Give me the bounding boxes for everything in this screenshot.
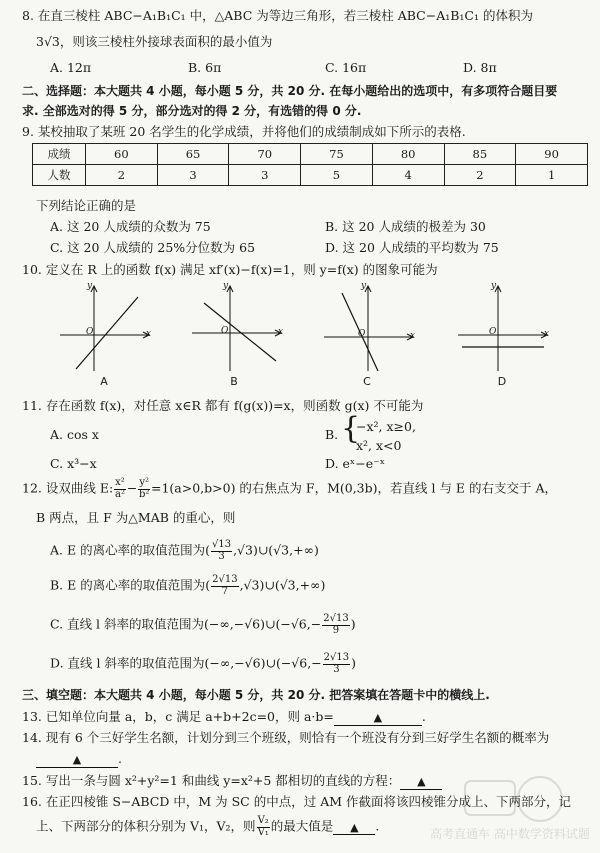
q9-option-d: D. 这 20 人成绩的平均数为 75 bbox=[325, 240, 499, 255]
q10-c-origin: O bbox=[358, 329, 366, 339]
q8-option-a: A. 12π bbox=[50, 60, 92, 75]
table-cell: 85 bbox=[444, 144, 516, 165]
q11-option-b-prefix: B. bbox=[325, 427, 339, 442]
q12-frac-x: $\frac{\text{x²}}{\text{a²}}$ bbox=[115, 477, 125, 500]
section3-heading: 三、填空题：本大题共 4 小题，每小题 5 分，共 20 分. 把答案填在答题卡中的横线上. bbox=[22, 688, 490, 702]
q10-b-origin: O bbox=[221, 326, 229, 336]
q10-c-axis-x: x bbox=[410, 331, 416, 341]
q10-graph-c bbox=[322, 283, 418, 375]
table-row-label: 成绩 bbox=[33, 144, 86, 165]
q10-label-b: B bbox=[230, 375, 238, 388]
table-cell: 70 bbox=[229, 144, 301, 165]
q9-stem: 9. 某校抽取了某班 20 名学生的化学成绩，并将他们的成绩制成如下所示的表格. bbox=[22, 124, 466, 139]
q10-d-origin: O bbox=[489, 327, 497, 337]
q11-stem: 11. 存在函数 f(x)，对任意 x∈R 都有 f(g(x))=x，则函数 g(x) 不可能为 bbox=[22, 398, 424, 413]
q14-line2: ▲ . bbox=[36, 751, 122, 768]
q10-d-axis-y: y bbox=[491, 281, 497, 291]
q14-line1: 14. 现有 6 个三好学生名额，计划分到三个班级，则恰有一个班没有分到三好学生名额的概率为 bbox=[22, 730, 550, 745]
q8-option-d: D. 8π bbox=[463, 60, 497, 75]
table-cell: 3 bbox=[229, 165, 301, 186]
q10-c-axis-y: y bbox=[361, 281, 367, 291]
q12-option-b: B. E 的离心率的取值范围为( $\frac{2√13}{7}$ ,√3)∪(√3,+∞) bbox=[50, 574, 326, 597]
q11-option-c: C. x³−x bbox=[50, 456, 97, 471]
q8-option-b: B. 6π bbox=[188, 60, 222, 75]
table-cell: 5 bbox=[301, 165, 373, 186]
table-cell: 2 bbox=[86, 165, 158, 186]
q11-option-b-brace: { bbox=[341, 411, 361, 446]
table-cell: 65 bbox=[157, 144, 229, 165]
q16-answer-blank[interactable]: ▲ bbox=[333, 819, 375, 836]
q12-stem-line2: B 两点，且 F 为△MAB 的重心，则 bbox=[36, 510, 236, 525]
q10-d-axis-x: x bbox=[544, 329, 550, 339]
q12-stem-pre: 12. 设双曲线 E: bbox=[22, 480, 114, 496]
q10-a-axis-x: x bbox=[146, 329, 152, 339]
q12-option-a: A. E 的离心率的取值范围为( $\frac{√13}{3}$ ,√3)∪(√3,+∞) bbox=[50, 539, 319, 562]
table-cell: 80 bbox=[372, 144, 444, 165]
q10-label-c: C bbox=[363, 375, 371, 388]
table-cell: 60 bbox=[86, 144, 158, 165]
q8-stem-line1: 8. 在直三棱柱 ABC−A₁B₁C₁ 中，△ABC 为等边三角形，若三棱柱 ABC−A₁B₁C₁ 的体积为 bbox=[22, 8, 533, 23]
table-row bbox=[33, 165, 588, 186]
q11-option-a: A. cos x bbox=[50, 427, 99, 442]
table-cell: 90 bbox=[516, 144, 588, 165]
q11-option-b-case1: −x², x≥0, bbox=[356, 419, 416, 434]
q10-graph-b bbox=[190, 283, 286, 375]
q11-option-d: D. eˣ−e⁻ˣ bbox=[325, 456, 385, 471]
q10-graph-d bbox=[456, 283, 552, 375]
table-cell: 75 bbox=[301, 144, 373, 165]
table-cell: 2 bbox=[444, 165, 516, 186]
watermark bbox=[370, 771, 600, 849]
table-row bbox=[33, 144, 588, 165]
q9-option-b: B. 这 20 人成绩的极差为 30 bbox=[325, 219, 486, 234]
q9-score-table bbox=[32, 143, 588, 186]
q10-stem: 10. 定义在 R 上的函数 f(x) 满足 xf′(x)−f(x)=1，则 y=f(x) 的图象可能为 bbox=[22, 262, 438, 277]
q14-answer-blank[interactable]: ▲ bbox=[36, 751, 118, 768]
q12-option-c: C. 直线 l 斜率的取值范围为(−∞,−√6)∪(−√6,− $\frac{2√13}{9}$ ) bbox=[50, 613, 356, 636]
table-cell: 3 bbox=[157, 165, 229, 186]
q9-option-c: C. 这 20 人成绩的 25%分位数为 65 bbox=[50, 240, 256, 255]
q10-label-a: A bbox=[100, 375, 108, 388]
q15-answer-blank[interactable]: ▲ bbox=[400, 773, 442, 790]
watermark-text: 高考直通车 高中数学资料试题 bbox=[430, 827, 590, 841]
q10-graph-a bbox=[58, 283, 154, 375]
q12-minus: − bbox=[126, 480, 138, 496]
q15: 15. 写出一条与圆 x²+y²=1 和曲线 y=x²+5 都相切的直线的方程： ▲ bbox=[22, 773, 442, 790]
q16-line2: 上、下两部分的体积分别为 V₁，V₂，则 $\frac{\text{V₂}}{\text{V₁}}$ 的最大值是 ▲ . bbox=[36, 815, 380, 838]
q9-prompt: 下列结论正确的是 bbox=[36, 198, 137, 213]
q9-option-a: A. 这 20 人成绩的众数为 75 bbox=[50, 219, 211, 234]
table-cell: 1 bbox=[516, 165, 588, 186]
q12-stem-post: =1(a>0,b>0) 的右焦点为 F，M(0,3b)，若直线 l 与 E 的右支交于 A， bbox=[150, 480, 558, 496]
q8-stem-line2: 3√3，则该三棱柱外接球表面积的最小值为 bbox=[36, 34, 273, 49]
q10-a-origin: O bbox=[86, 327, 94, 337]
q12-frac-y: $\frac{\text{y²}}{\text{b²}}$ bbox=[138, 477, 150, 500]
q11-option-b-case2: x², x<0 bbox=[356, 438, 402, 453]
q10-b-axis-x: x bbox=[278, 327, 284, 337]
q13-answer-blank[interactable]: ▲ bbox=[334, 709, 422, 726]
q10-a-axis-y: y bbox=[87, 281, 93, 291]
table-row-label: 人数 bbox=[33, 165, 86, 186]
q16-line1: 16. 在正四棱锥 S−ABCD 中，M 为 SC 的中点，过 AM 作截面将该四棱锥分成上、下两部分，记 bbox=[22, 794, 571, 809]
q12-stem-line1 bbox=[22, 478, 557, 500]
q10-b-axis-y: y bbox=[223, 281, 229, 291]
section2-line1: 二、选择题：本大题共 4 小题，每小题 5 分，共 20 分. 在每小题给出的选项中，有多项符合题目要 bbox=[22, 84, 558, 98]
q8-option-c: C. 16π bbox=[325, 60, 367, 75]
q13: 13. 已知单位向量 a，b，c 满足 a+b+2c=0，则 a·b= ▲ . bbox=[22, 709, 426, 724]
q10-label-d: D bbox=[497, 375, 507, 388]
table-cell: 4 bbox=[372, 165, 444, 186]
q12-option-d: D. 直线 l 斜率的取值范围为(−∞,−√6)∪(−√6,− $\frac{2√13}{3}$ ) bbox=[50, 652, 357, 675]
section2-line2: 求. 全部选对的得 5 分，部分选对的得 2 分，有选错的得 0 分. bbox=[22, 104, 362, 118]
